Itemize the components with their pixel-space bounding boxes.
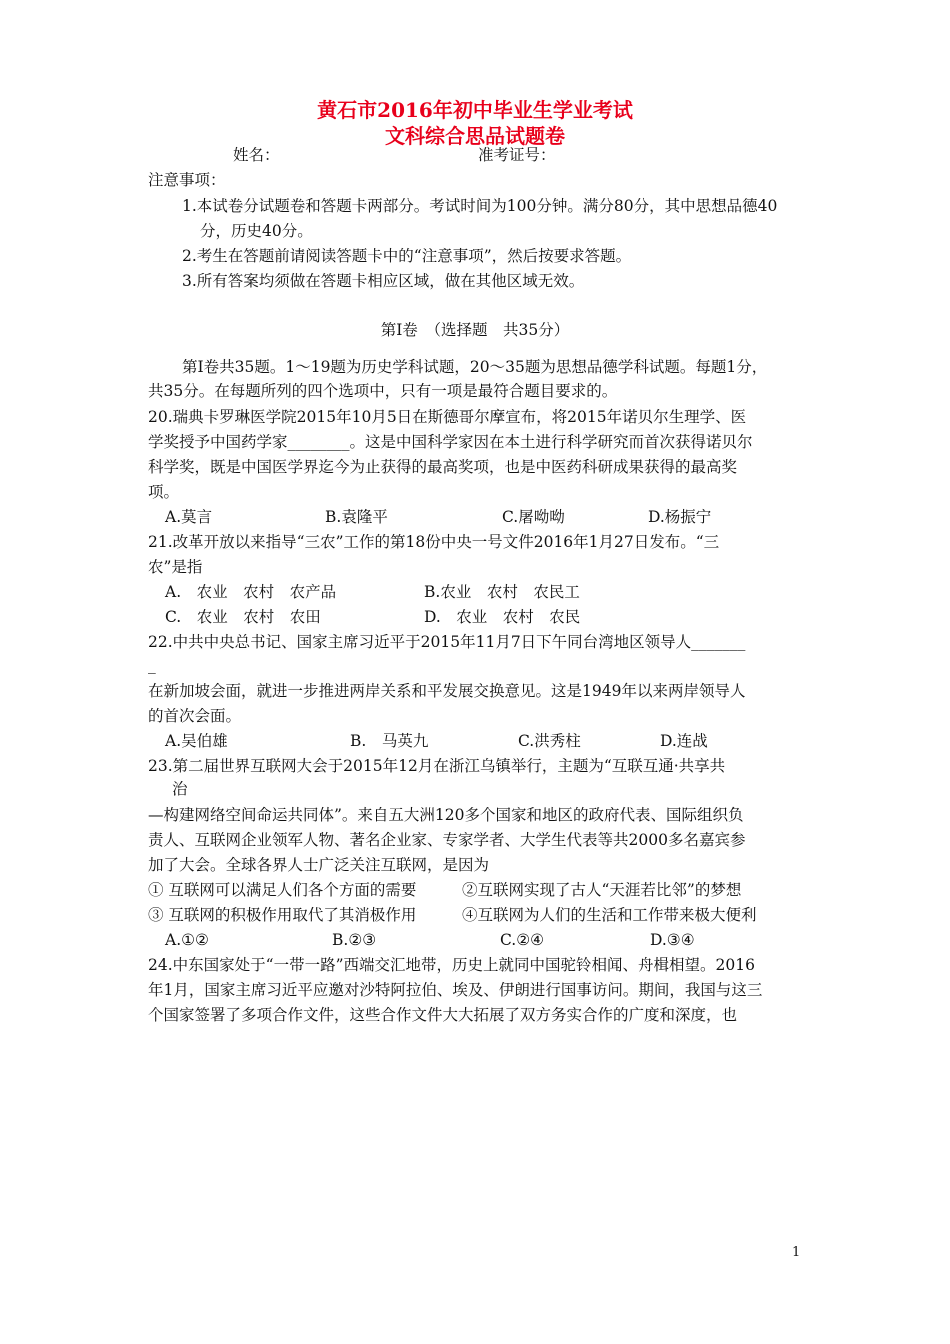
q23-statement-2: ②互联网实现了古人“天涯若比邻”的梦想 xyxy=(462,881,742,899)
q20-option-d: D.杨振宁 xyxy=(648,508,712,526)
q22-option-b: B. 马英九 xyxy=(350,732,429,750)
name-label: 姓名： xyxy=(233,146,280,164)
q22-line: 22.中共中央总书记、国家主席习近平于2015年11月7日下午同台湾地区领导人_______ xyxy=(148,633,746,651)
notice-item-1: 1.本试卷分试题卷和答题卡两部分。考试时间为100分钟。满分80分，其中思想品德40 xyxy=(182,197,778,215)
q22-line: 在新加坡会面，就进一步推进两岸关系和平发展交换意见。这是1949年以来两岸领导人 xyxy=(148,682,746,700)
q24-line: 个国家签署了多项合作文件，这些合作文件大大拓展了双方务实合作的广度和深度，也 xyxy=(148,1006,738,1024)
q23-line: 责人、互联网企业领军人物、著名企业家、专家学者、大学生代表等共2000多名嘉宾参 xyxy=(148,831,746,849)
q24-line: 年1月，国家主席习近平应邀对沙特阿拉伯、埃及、伊朗进行国事访问。期间，我国与这三 xyxy=(148,981,763,999)
section-intro-line-1: 第Ⅰ卷共35题。1～19题为历史学科试题，20～35题为思想品德学科试题。每题1分， xyxy=(182,358,768,376)
q23-line: 加了大会。全球各界人士广泛关注互联网，是因为 xyxy=(148,856,490,874)
q20-line: 学奖授予中国药学家________。这是中国科学家因在本土进行科学研究而首次获得诺贝尔 xyxy=(148,433,753,451)
q22-line: _ xyxy=(148,656,156,674)
exam-subtitle: 文科综合思品试题卷 xyxy=(385,124,565,148)
q21-line: 21.改革开放以来指导“三农”工作的第18份中央一号文件2016年1月27日发布。“三 xyxy=(148,533,720,551)
notice-heading: 注意事项： xyxy=(148,171,226,189)
q21-option-c: C. 农业 农村 农田 xyxy=(165,608,321,626)
q22-option-d: D.连战 xyxy=(660,732,708,750)
q21-option-d: D. 农业 农村 农民 xyxy=(424,608,581,626)
q22-option-a: A.吴伯雄 xyxy=(165,732,228,750)
exam-title: 黄石市2016年初中毕业生学业考试 xyxy=(317,98,633,122)
q23-statement-1: ① 互联网可以满足人们各个方面的需要 xyxy=(148,881,417,899)
q23-option-c: C.②④ xyxy=(500,931,545,949)
q21-line: 农”是指 xyxy=(148,558,203,576)
exam-id-label: 准考证号： xyxy=(478,146,556,164)
q23-line: 23.第二届世界互联网大会于2015年12月在浙江乌镇举行，主题为“互联互通·共享共 xyxy=(148,757,726,775)
q22-option-c: C.洪秀柱 xyxy=(518,732,581,750)
q23-option-a: A.①② xyxy=(165,931,209,949)
q23-option-d: D.③④ xyxy=(650,931,695,949)
q20-line: 科学奖，既是中国医学界迄今为止获得的最高奖项，也是中医药科研成果获得的最高奖 xyxy=(148,458,738,476)
q24-line: 24.中东国家处于“一带一路”西端交汇地带，历史上就同中国驼铃相闻、舟楫相望。2016 xyxy=(148,956,755,974)
q22-line: 的首次会面。 xyxy=(148,707,242,725)
section-intro-line-2: 共35分。在每题所列的四个选项中，只有一项是最符合题目要求的。 xyxy=(148,382,618,400)
q20-line: 20.瑞典卡罗琳医学院2015年10月5日在斯德哥尔摩宣布，将2015年诺贝尔生理学、医 xyxy=(148,408,747,426)
q20-option-a: A.莫言 xyxy=(165,508,213,526)
notice-item-3: 3.所有答案均须做在答题卡相应区域，做在其他区域无效。 xyxy=(182,272,585,290)
q20-option-c: C.屠呦呦 xyxy=(502,508,565,526)
q23-statement-4: ④互联网为人们的生活和工作带来极大便利 xyxy=(462,906,757,924)
notice-item-2: 2.考生在答题前请阅读答题卡中的“注意事项”，然后按要求答题。 xyxy=(182,247,632,265)
q20-option-b: B.袁隆平 xyxy=(325,508,388,526)
page-number: 1 xyxy=(792,1245,801,1260)
q21-option-a: A. 农业 农村 农产品 xyxy=(165,583,337,601)
notice-item-1-cont: 分，历史40分。 xyxy=(200,222,313,240)
q21-option-b: B.农业 农村 农民工 xyxy=(424,583,580,601)
q23-line: —构建网络空间命运共同体”。来自五大洲120多个国家和地区的政府代表、国际组织负 xyxy=(148,806,744,824)
q23-statement-3: ③ 互联网的积极作用取代了其消极作用 xyxy=(148,906,417,924)
section-heading: 第Ⅰ卷 （选择题 共35分） xyxy=(380,321,570,339)
q20-line: 项。 xyxy=(148,483,180,501)
q23-line: 治 xyxy=(172,780,188,798)
q23-option-b: B.②③ xyxy=(332,931,377,949)
